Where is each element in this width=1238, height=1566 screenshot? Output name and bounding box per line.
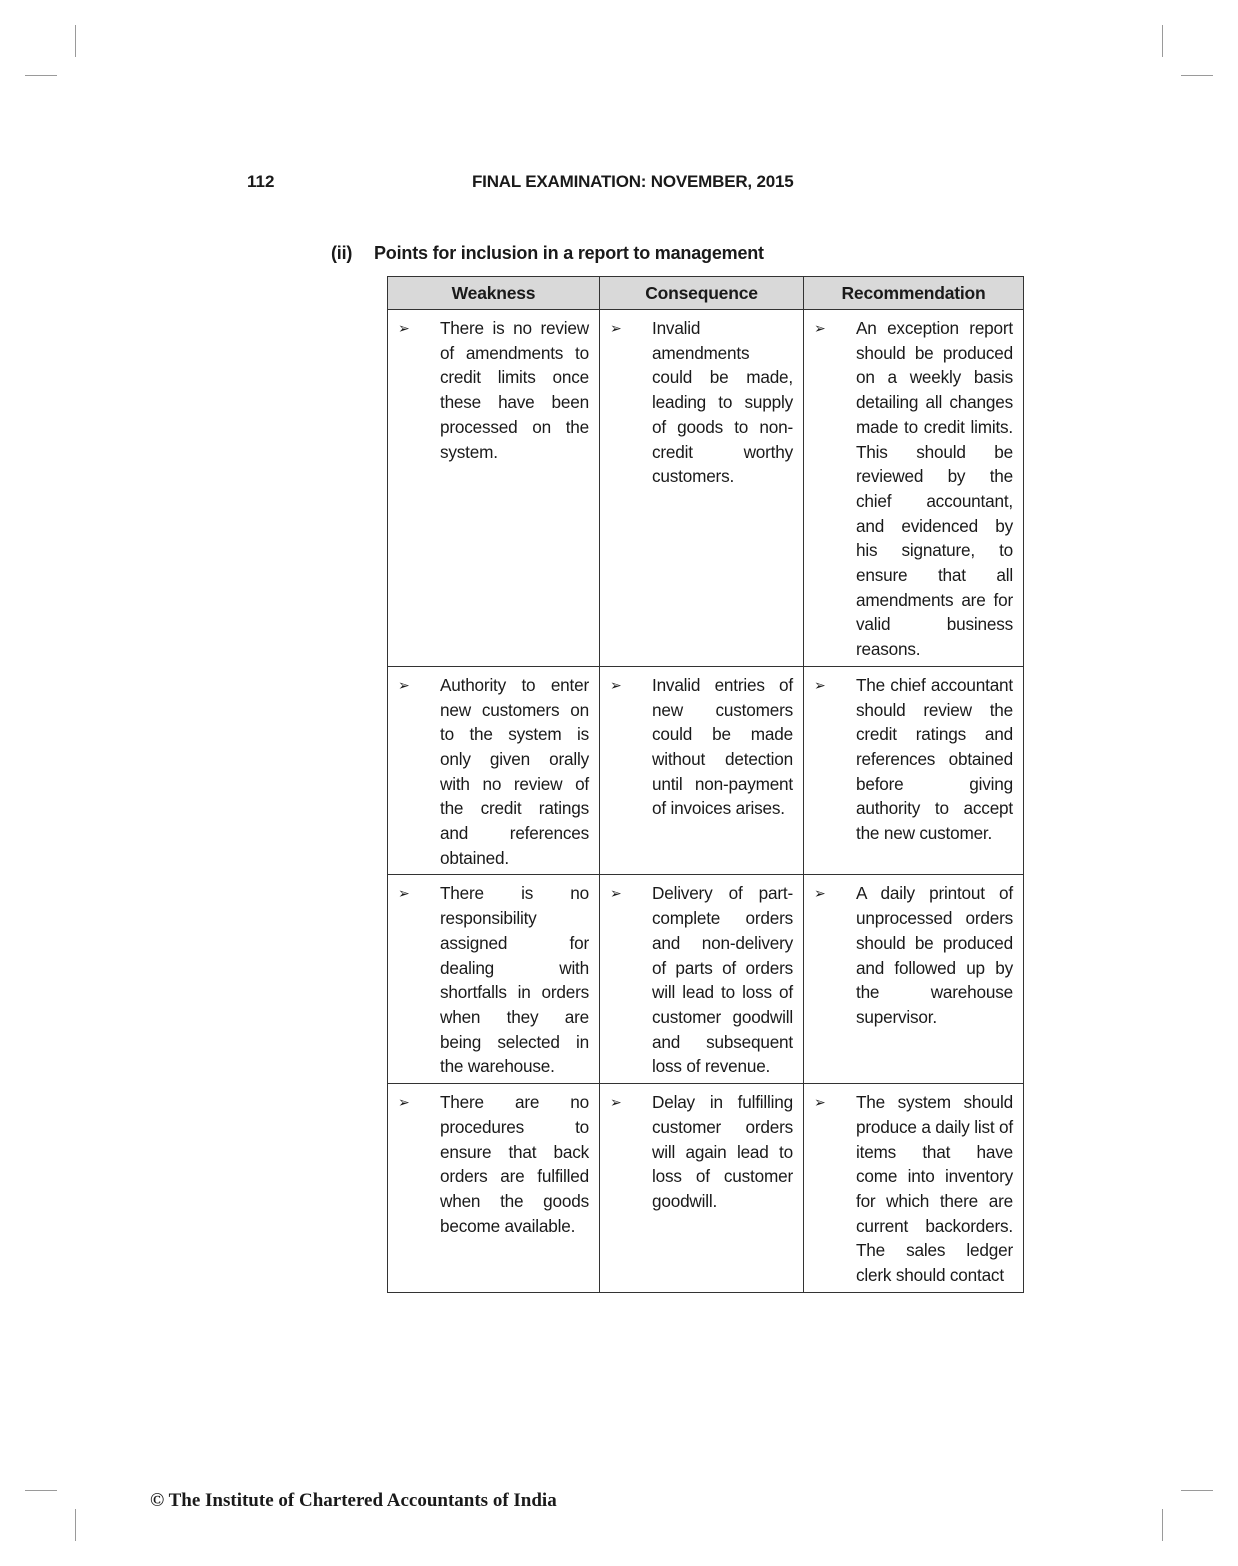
crop-mark-top-right-vertical — [1162, 25, 1163, 57]
column-header-weakness: Weakness — [388, 277, 600, 310]
recommendation-text: A daily printout of unprocessed orders should be produced and followed up by the warehouse supervisor. — [856, 883, 1013, 1027]
table-row — [388, 1084, 1024, 1293]
table-row — [388, 666, 1024, 875]
arrow-bullet-icon: ➢ — [398, 676, 410, 693]
weakness-cell — [388, 1084, 600, 1293]
weakness-text: There is no review of amendments to credit limits once these have been processed on the system. — [440, 318, 589, 462]
weakness-text: There are no procedures to ensure that back orders are fulfilled when the goods become available. — [440, 1092, 589, 1236]
consequence-cell — [600, 875, 804, 1084]
copyright-footer: © The Institute of Chartered Accountants of India — [150, 1490, 557, 1511]
arrow-bullet-icon: ➢ — [814, 320, 826, 336]
arrow-bullet-icon: ➢ — [398, 885, 410, 902]
management-report-table — [387, 276, 1024, 1293]
crop-mark-bottom-right-horizontal — [1181, 1490, 1213, 1491]
weakness-text: There is no responsibility assigned for dealing with shortfalls in orders when they are being selected in the warehouse. — [440, 883, 589, 1077]
arrow-bullet-icon: ➢ — [610, 1094, 622, 1111]
arrow-bullet-icon: ➢ — [814, 676, 826, 693]
consequence-text: Invalid amendments could be made, leading to supply of goods to non-credit worthy customers. — [652, 318, 793, 487]
section-heading — [331, 243, 764, 264]
crop-mark-top-left-vertical — [75, 25, 76, 57]
consequence-text: Delivery of part-complete orders and non-delivery of parts of orders will lead to loss of customer goodwill and subsequent loss of revenue. — [652, 883, 793, 1077]
arrow-bullet-icon: ➢ — [814, 885, 826, 902]
weakness-cell — [388, 875, 600, 1084]
weakness-text: Authority to enter new customers on to the system is only given orally with no review of the credit ratings and references obtained. — [440, 674, 589, 868]
section-number: (ii) — [331, 243, 353, 263]
arrow-bullet-icon: ➢ — [610, 320, 622, 336]
crop-mark-bottom-left-vertical — [75, 1509, 76, 1541]
recommendation-text: The chief accountant should review the credit ratings and references obtained before giving authority to accept the new customer. — [856, 674, 1013, 844]
consequence-cell — [600, 1084, 804, 1293]
crop-mark-top-right-horizontal — [1181, 75, 1213, 76]
section-title: Points for inclusion in a report to management — [374, 243, 764, 263]
arrow-bullet-icon: ➢ — [610, 885, 622, 902]
arrow-bullet-icon: ➢ — [398, 1094, 410, 1111]
weakness-cell — [388, 666, 600, 875]
weakness-cell — [388, 310, 600, 667]
crop-mark-bottom-right-vertical — [1162, 1509, 1163, 1541]
table-row — [388, 310, 1024, 667]
arrow-bullet-icon: ➢ — [814, 1094, 826, 1111]
crop-mark-top-left-horizontal — [25, 75, 57, 76]
recommendation-cell — [804, 310, 1024, 667]
table-header-row — [388, 277, 1024, 310]
recommendation-cell — [804, 875, 1024, 1084]
consequence-text: Delay in fulfilling customer orders will again lead to loss of customer goodwill. — [652, 1092, 793, 1211]
crop-mark-bottom-left-horizontal — [25, 1490, 57, 1491]
recommendation-cell — [804, 666, 1024, 875]
column-header-recommendation: Recommendation — [804, 277, 1024, 310]
table-row — [388, 875, 1024, 1084]
consequence-text: Invalid entries of new customers could be made without detection until non-payment of invoices arises. — [652, 674, 793, 819]
running-header: FINAL EXAMINATION: NOVEMBER, 2015 — [472, 172, 794, 191]
recommendation-text: An exception report should be produced on a weekly basis detailing all changes made to credit limits. This should be reviewed by the chief accountant, and evidenced by his signature, to ensure that all amendments are for valid business reasons. — [856, 318, 1013, 660]
consequence-cell — [600, 666, 804, 875]
column-header-consequence: Consequence — [600, 277, 804, 310]
recommendation-cell — [804, 1084, 1024, 1293]
page-number: 112 — [247, 172, 275, 191]
consequence-cell — [600, 310, 804, 667]
arrow-bullet-icon: ➢ — [398, 320, 410, 336]
arrow-bullet-icon: ➢ — [610, 676, 622, 693]
recommendation-text: The system should produce a daily list of items that have come into inventory for which there are current backorders. The sales ledger clerk should contact — [856, 1092, 1013, 1286]
